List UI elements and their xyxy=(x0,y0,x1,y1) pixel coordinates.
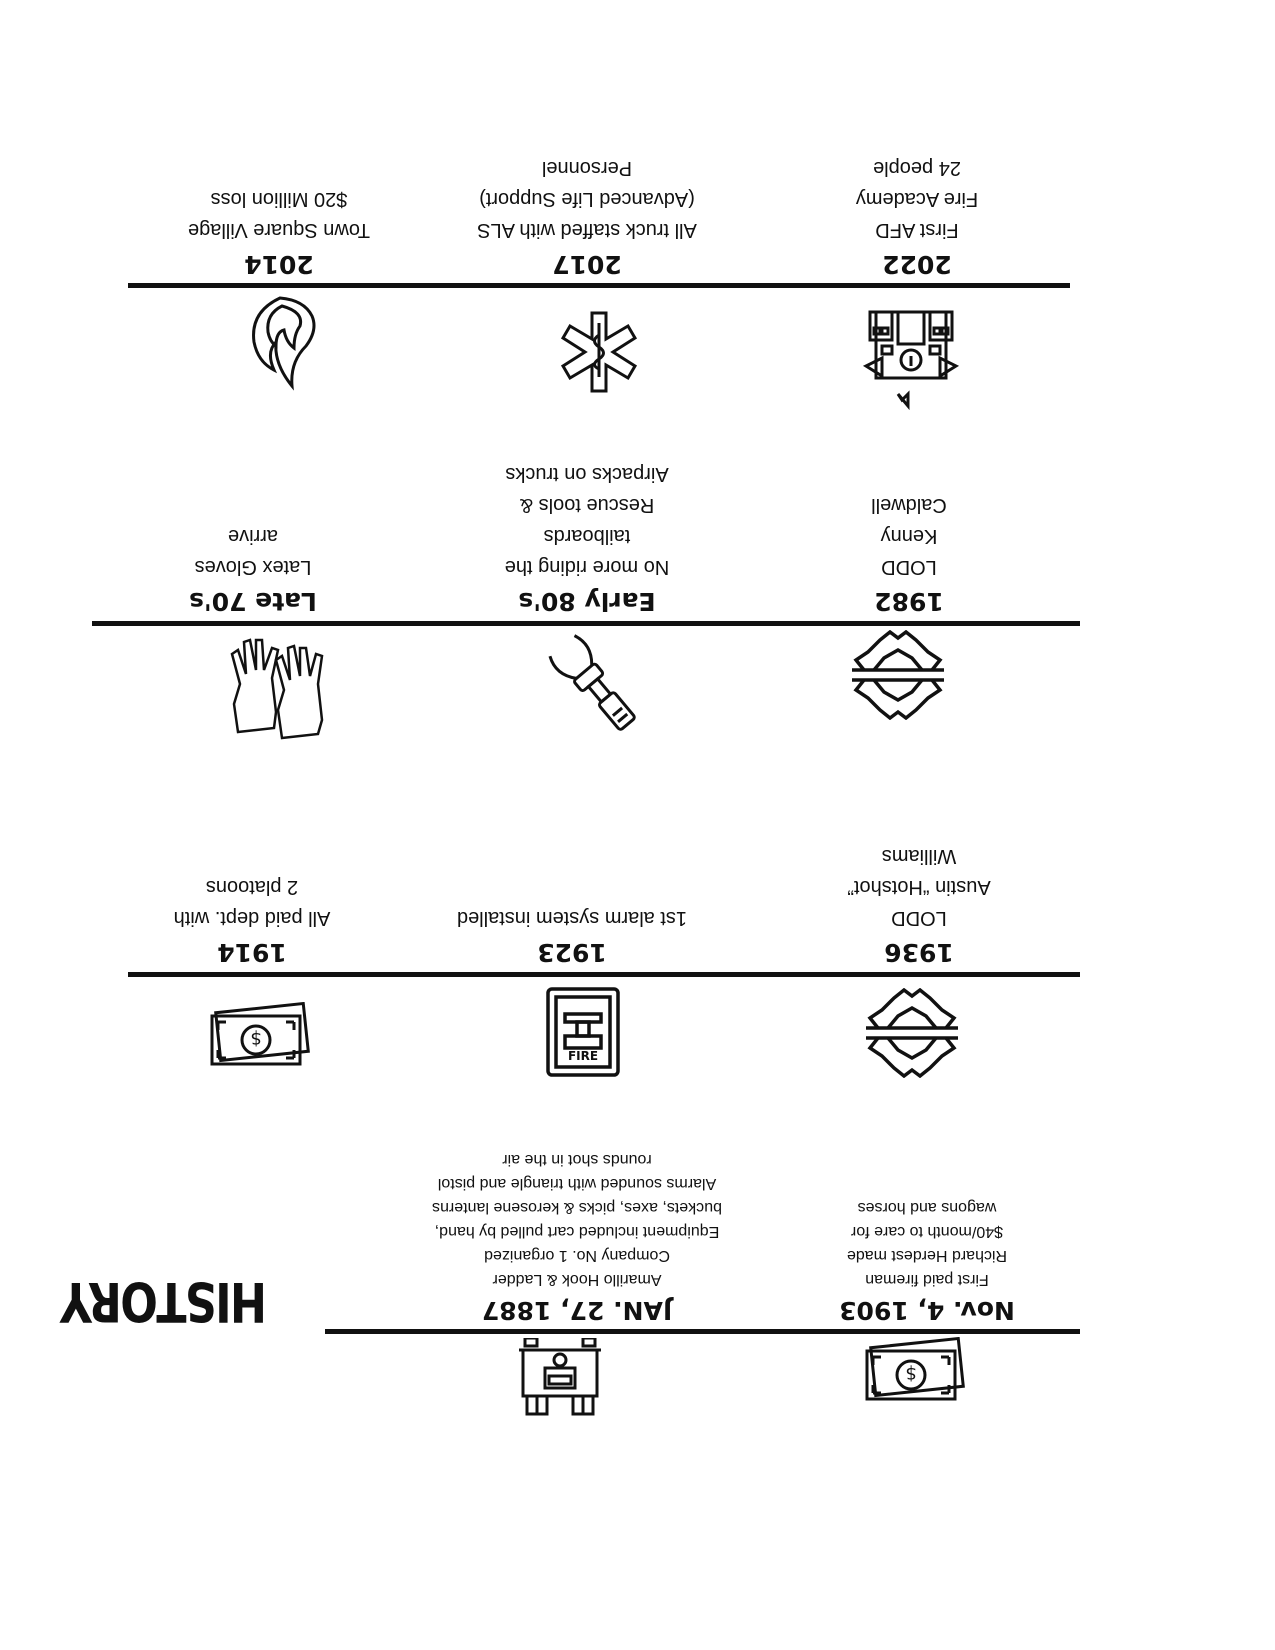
event-description: 1st alarm system installed xyxy=(456,907,688,929)
rescue-tool-icon xyxy=(545,630,645,740)
event-1887 xyxy=(367,1147,787,1325)
money-icon xyxy=(208,1002,310,1070)
svg-text:$: $ xyxy=(905,1363,917,1384)
timeline-rule xyxy=(128,283,1070,288)
timeline-rule xyxy=(92,621,1080,626)
event-description: LODD Austin “Hotshot” Williams xyxy=(847,845,991,929)
event-1936 xyxy=(749,840,1089,967)
money-icon xyxy=(863,1337,965,1405)
maltese-cross-icon xyxy=(864,988,960,1078)
flame-icon xyxy=(244,294,320,392)
svg-text:FIRE: FIRE xyxy=(567,1049,599,1063)
event-date: Nov. 4, 1903 xyxy=(839,1296,1015,1325)
star-of-life-icon xyxy=(556,309,642,395)
event-date: Late 70's xyxy=(189,587,317,616)
event-description: LODD Kenny Caldwell xyxy=(871,494,947,578)
event-1923 xyxy=(387,902,757,967)
event-description: Amarillo Hook & Ladder Company No. 1 organized Equipment included cart pulled by hand, buckets, axes, picks & kerosene lanterns Alarms sounded with triangle and pistol rounds shot in the air xyxy=(432,1151,722,1288)
maltese-cross-icon xyxy=(846,630,950,720)
event-date: 1914 xyxy=(217,938,287,967)
page-title: HISTORY xyxy=(61,1270,267,1333)
event-description: First paid fireman Richard Herdest made $40/month to care for wagons and horses xyxy=(846,1199,1008,1288)
event-description: Town Square Village $20 Million loss xyxy=(188,188,370,241)
event-date: 2017 xyxy=(552,250,622,279)
event-late-70s xyxy=(83,520,423,616)
event-2022 xyxy=(757,152,1077,279)
event-date: 1982 xyxy=(874,587,944,616)
event-date: Early 80's xyxy=(518,587,656,616)
event-date: 2014 xyxy=(244,250,314,279)
event-date: 1936 xyxy=(884,938,954,967)
event-date: 1923 xyxy=(537,938,607,967)
event-early-80s xyxy=(407,458,767,616)
timeline-rule xyxy=(128,972,1080,977)
event-description: All paid dept. with 2 platoons xyxy=(173,876,331,929)
fire-alarm-icon xyxy=(545,986,621,1078)
svg-text:$: $ xyxy=(250,1028,262,1049)
event-description: No more riding the tailboards Rescue tools & Airpacks on trucks xyxy=(504,463,670,578)
event-description: All truck staffed with ALS (Advanced Life Support) Personnel xyxy=(477,157,697,241)
event-1914 xyxy=(82,871,422,967)
event-1903 xyxy=(762,1195,1092,1325)
gloves-icon xyxy=(226,628,330,740)
event-description: First AFD Fire Academy 24 people xyxy=(855,157,979,241)
event-2017 xyxy=(387,152,787,279)
timeline-rule xyxy=(325,1329,1080,1334)
event-description: Latex Gloves arrive xyxy=(194,525,312,578)
academy-building-icon xyxy=(862,300,960,410)
event-date: JAN. 27, 1887 xyxy=(481,1296,673,1325)
firehouse-icon xyxy=(517,1338,603,1418)
event-1982 xyxy=(749,489,1069,616)
event-date: 2022 xyxy=(882,250,952,279)
